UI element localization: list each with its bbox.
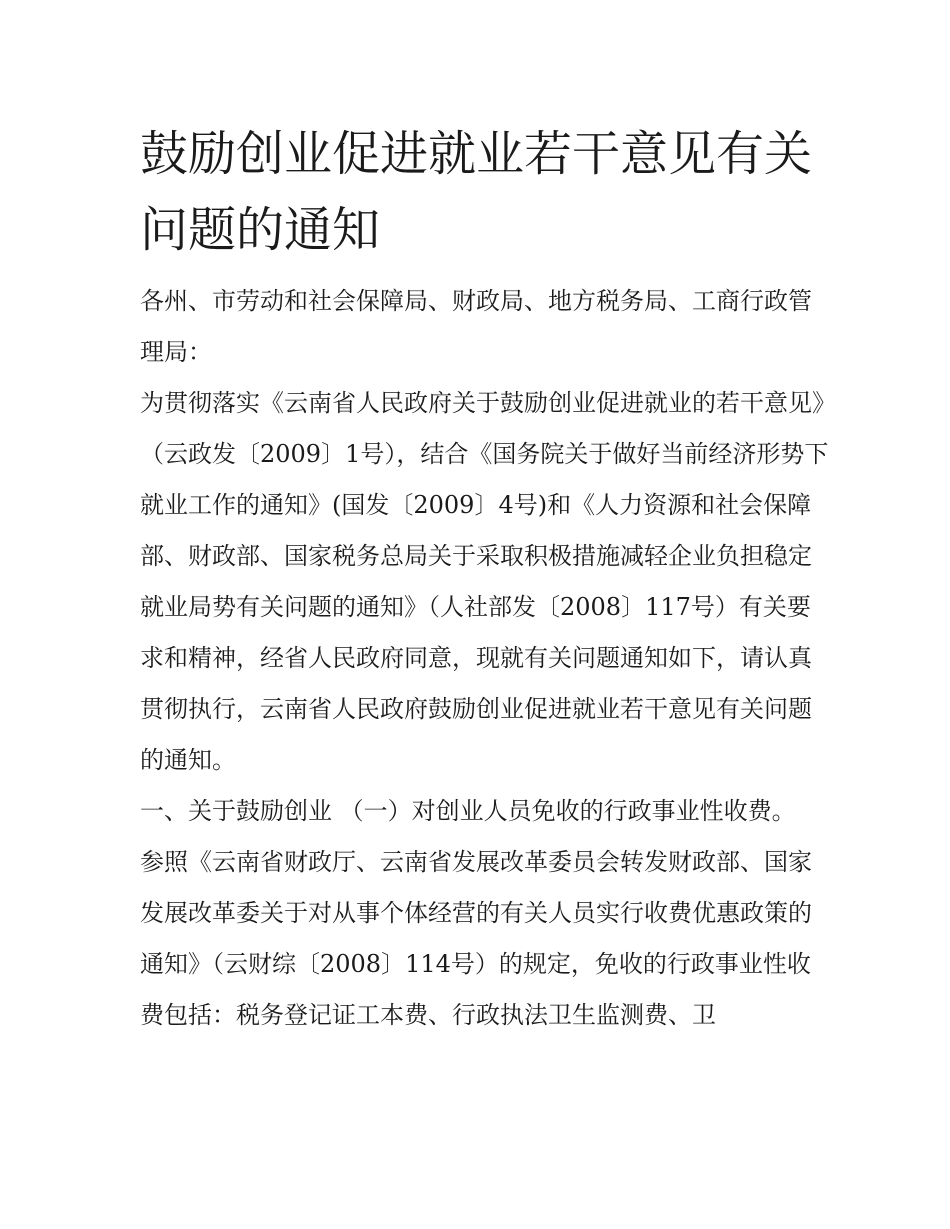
document-body	[140, 276, 830, 1041]
section-heading-paragraph: 一、关于鼓励创业 （一）对创业人员免收的行政事业性收费。	[140, 797, 796, 825]
preamble-paragraph: 为贯彻落实《云南省人民政府关于鼓励创业促进就业的若干意见》（云政发〔2009〕1号），结合《国务院关于做好当前经济形势下就业工作的通知》(国发〔2009〕4号)和《人力资源和社会保障部、财政部、国家税务总局关于采取积极措施减轻企业负担稳定就业局势有关问题的通知》（人社部发〔2008〕117号）有关要求和精神，经省人民政府同意，现就有关问题通知如下，请认真贯彻执行，云南省人民政府鼓励创业促进就业若干意见有关问题的通知。	[140, 389, 829, 774]
document-title: 鼓励创业促进就业若干意见有关问题的通知	[140, 126, 813, 258]
salutation-paragraph: 各州、市劳动和社会保障局、财政局、地方税务局、工商行政管理局：	[140, 287, 812, 366]
fee-exemption-paragraph: 参照《云南省财政厅、云南省发展改革委员会转发财政部、国家发展改革委关于对从事个体经营的有关人员实行收费优惠政策的通知》（云财综〔2008〕114号）的规定，免收的行政事业性收费包括：税务登记证工本费、行政执法卫生监测费、卫	[140, 848, 812, 1029]
